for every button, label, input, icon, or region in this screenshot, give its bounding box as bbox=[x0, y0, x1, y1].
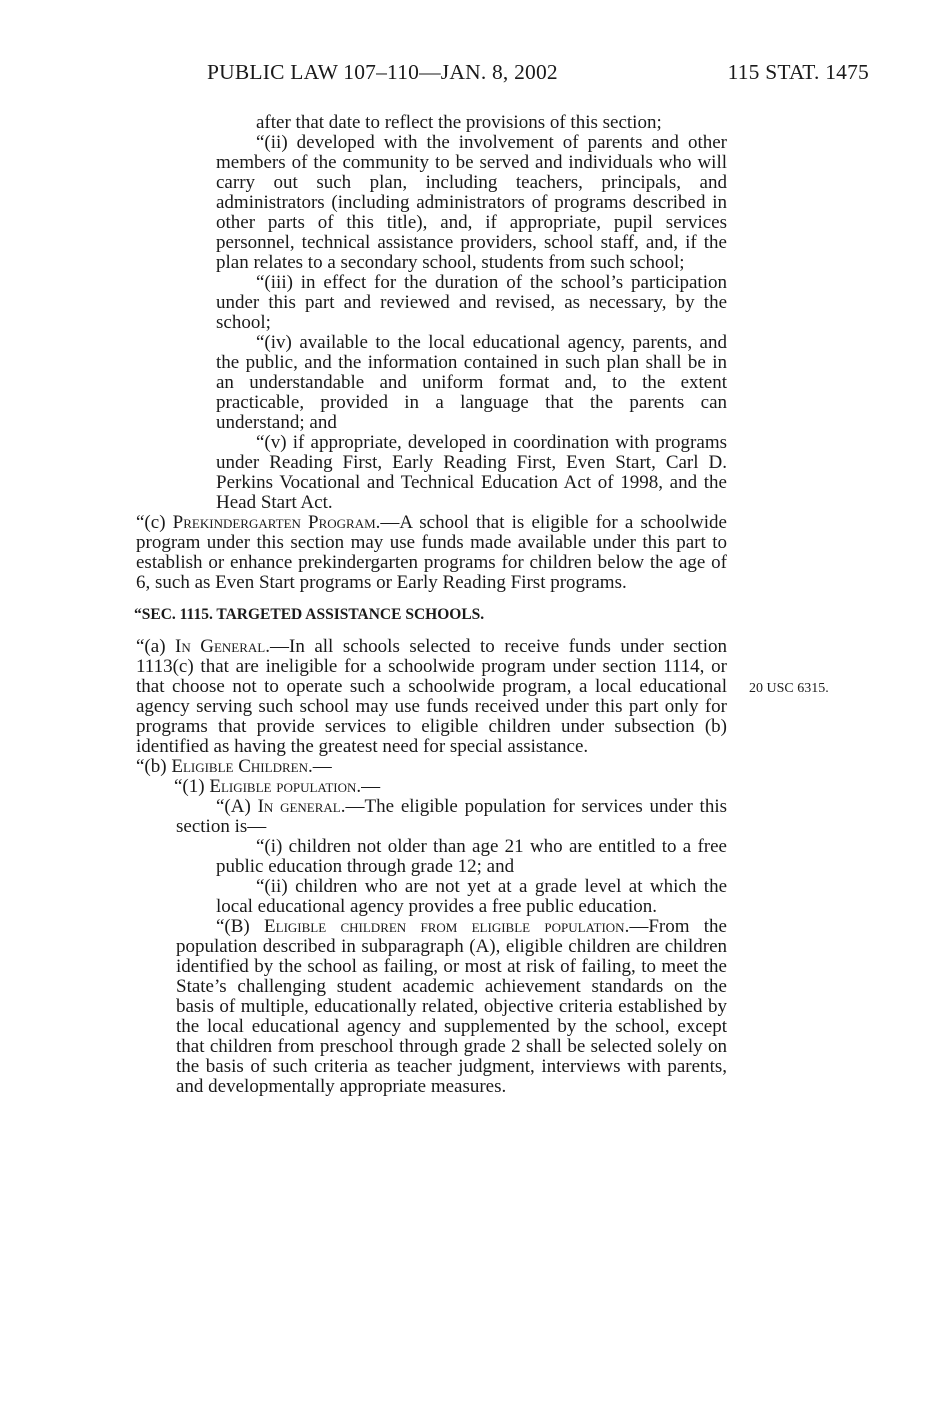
paragraph-clause-ii bbox=[136, 133, 727, 273]
paragraph-lead: “(A) bbox=[216, 796, 258, 817]
paragraph-text: “(iv) available to the local educational agency, parents, and the public, and the information contained in such plan shall be in an understandable and uniform format and, to the extent practicable, provided in a language that the parents can understand; and bbox=[216, 332, 727, 433]
paragraph-lead: “(c) bbox=[136, 512, 173, 533]
paragraph-1-A-ii bbox=[136, 877, 727, 917]
paragraph-text: “(ii) developed with the involvement of parents and other members of the community to be served and individuals who will carry out such plan, including teachers, principals, and administrators (including administrators of programs described in other parts of this title), and, if appropriate, pupil services personnel, technical assistance providers, school staff, and, if the plan relates to a secondary school, students from such school; bbox=[216, 132, 727, 273]
paragraph-lead: “(1) bbox=[174, 776, 210, 797]
paragraph-text: .—A school that is eligible for a schoolwide program under this section may use funds made available under this part to establish or enhance prekindergarten programs for children below the age of 6, such as Even Start programs or Early Reading First programs. bbox=[136, 512, 727, 593]
section-heading: “SEC. 1115. TARGETED ASSISTANCE SCHOOLS. bbox=[134, 606, 485, 623]
paragraph-clause-iii bbox=[136, 273, 727, 333]
paragraph-subsection-a bbox=[136, 637, 727, 757]
paragraph-text: “(i) children not older than age 21 who are entitled to a free public education through grade 12; and bbox=[216, 836, 727, 877]
paragraph-clause-iv bbox=[136, 333, 727, 433]
margin-citation: 20 USC 6315. bbox=[749, 681, 829, 696]
paragraph-text: “(ii) children who are not yet at a grade level at which the local educational agency provides a free public education. bbox=[216, 876, 727, 917]
paragraph-text: .—The eligible population for services under this section is— bbox=[176, 796, 728, 837]
header-title: PUBLIC LAW 107–110—JAN. 8, 2002 bbox=[207, 60, 558, 84]
paragraph-caption: In General bbox=[175, 636, 266, 657]
header-page-number: 115 STAT. 1475 bbox=[727, 60, 869, 84]
paragraph-text: “(iii) in effect for the duration of the school’s participation under this part and reviewed and revised, as necessary, by the school; bbox=[216, 272, 727, 333]
paragraph-1-A bbox=[136, 797, 727, 837]
paragraph-caption: In general bbox=[257, 796, 341, 817]
paragraph-text: .— bbox=[356, 776, 381, 797]
paragraph-text: after that date to reflect the provisions of this section; bbox=[256, 112, 662, 133]
paragraph-1-A-i bbox=[136, 837, 727, 877]
paragraph-1 bbox=[136, 777, 727, 797]
paragraph-text: “(v) if appropriate, developed in coordination with programs under Reading First, Early Reading First, Even Start, Carl D. Perkins Vocational and Technical Education Act of 1998, and the Head Start Act. bbox=[216, 432, 727, 513]
page-header bbox=[207, 60, 869, 85]
paragraph-caption: Prekindergarten Program bbox=[172, 512, 376, 533]
paragraph-subsection-c bbox=[136, 513, 727, 593]
paragraph-caption: Eligible children from eligible population bbox=[264, 916, 625, 937]
paragraph-caption: Eligible population bbox=[209, 776, 357, 797]
paragraph-continuation bbox=[136, 113, 727, 133]
paragraph-lead: “(a) bbox=[136, 636, 176, 657]
paragraph-clause-v bbox=[136, 433, 727, 513]
paragraph-lead: “(b) bbox=[136, 756, 172, 777]
paragraph-text: .—From the population described in subparagraph (A), eligible children are children identified by the school as failing, or most at risk of failing, to meet the State’s challenging student academic achievement standards on the basis of multiple, educationally related, objective criteria established by the local educational agency and supplemented by the school, except that children from preschool through grade 2 shall be selected solely on the basis of such criteria as teacher judgment, interviews with parents, and developmentally appropriate measures. bbox=[176, 916, 727, 1097]
paragraph-subsection-b bbox=[136, 757, 727, 777]
paragraph-caption: Eligible Children bbox=[171, 756, 308, 777]
document-body bbox=[136, 113, 727, 1097]
paragraph-text: .— bbox=[307, 756, 332, 777]
paragraph-lead: “(B) bbox=[216, 916, 265, 937]
paragraph-1-B bbox=[136, 917, 727, 1097]
paragraph-text: .—In all schools selected to receive funds under section 1113(c) that are ineligible for a schoolwide program under section 1114, or that choose not to operate such a schoolwide program, a local educational agency serving such school may use funds received under this part only for programs that provide services to eligible children under subsection (b) identified as having the greatest need for special assistance. bbox=[136, 636, 727, 757]
